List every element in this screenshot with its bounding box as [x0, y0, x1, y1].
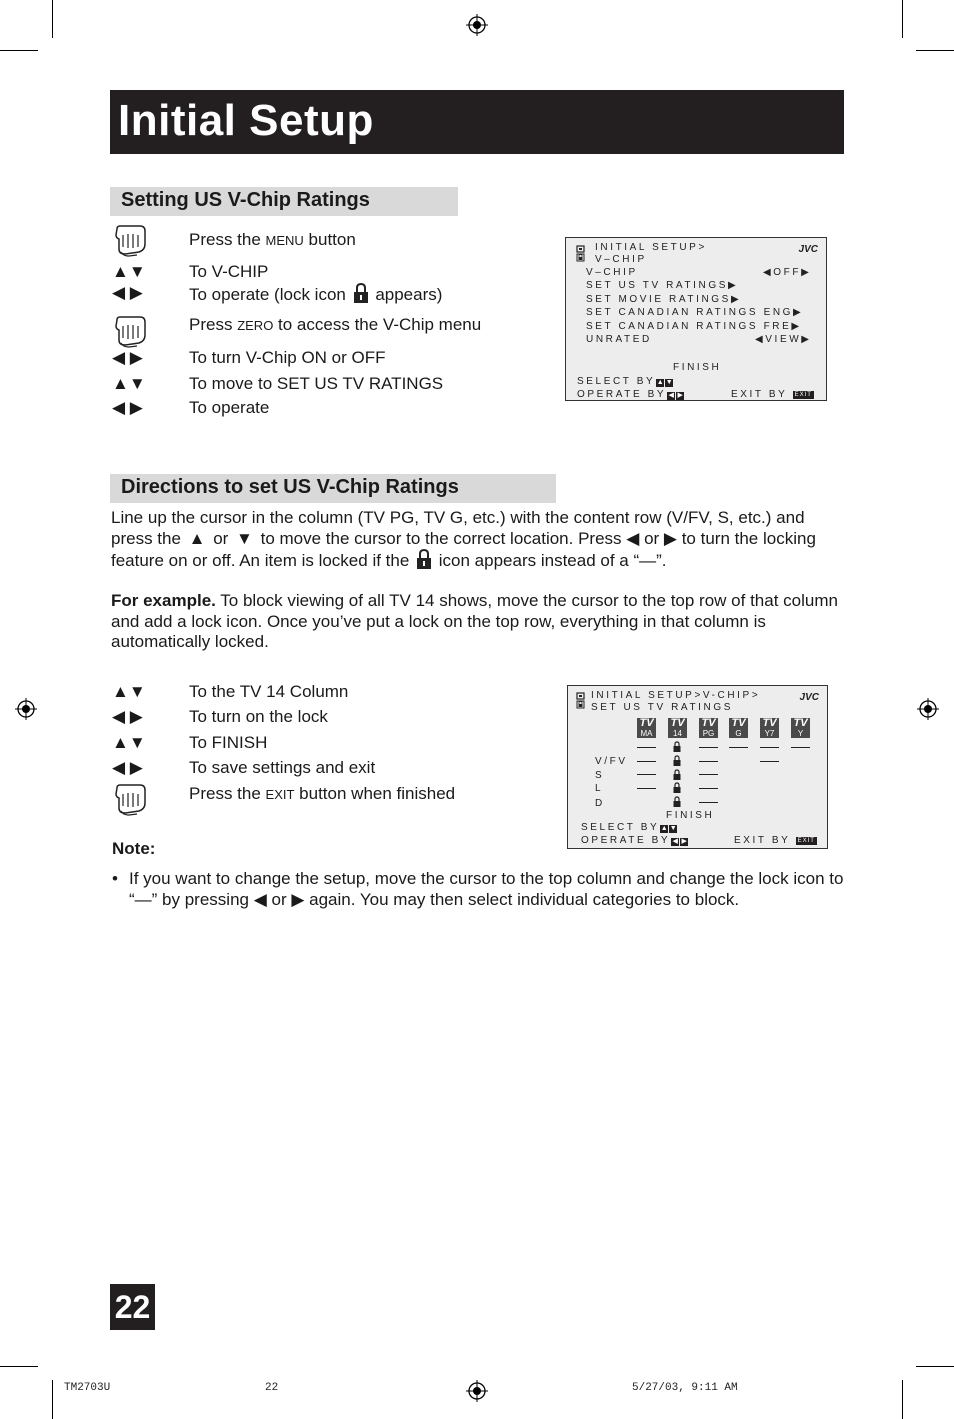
- osd-breadcrumb: INITIAL SETUP>V-CHIP>: [591, 690, 761, 701]
- step-press-exit: [189, 784, 455, 805]
- step-text: appears): [370, 285, 443, 304]
- osd-value-view: ◀VIEW▶: [755, 334, 812, 345]
- registration-mark-icon: [15, 698, 37, 720]
- step-text: Press the: [189, 784, 266, 803]
- badge-bottom: Y: [797, 729, 804, 738]
- row-label-d: D: [595, 798, 605, 809]
- osd-vchip-menu: [565, 237, 827, 401]
- crop-mark: [902, 1380, 903, 1419]
- para-text: Line up the cursor in the column (TV PG, TV G, etc.) with the content row (V/FV, S, etc.) and press the: [111, 508, 805, 548]
- tv-y7-badge: [760, 718, 779, 738]
- unlocked-dash: [729, 747, 748, 748]
- unlocked-dash: [637, 761, 656, 762]
- exit-key-icon: EXIT: [797, 838, 815, 844]
- crop-mark: [916, 1366, 954, 1367]
- setup-menu-icon: [576, 692, 586, 709]
- section-heading: Directions to set US V-Chip Ratings: [121, 476, 459, 498]
- left-right-arrows-icon: ◀ ▶: [112, 283, 143, 302]
- osd-select-row: [581, 822, 677, 833]
- slug-page: 22: [265, 1382, 279, 1394]
- left-right-arrows-icon: ◀ ▶: [112, 758, 143, 777]
- note-label: Note:: [112, 839, 156, 858]
- slug-timestamp: 5/27/03, 9:11 AM: [632, 1382, 738, 1394]
- unlocked-dash: [637, 774, 656, 775]
- unlocked-dash: [760, 747, 779, 748]
- crop-mark: [0, 1366, 38, 1367]
- row-label-vfv: V/FV: [595, 756, 628, 767]
- step-press-menu: [189, 230, 356, 251]
- para-text: to move the cursor to the correct location. Press: [255, 528, 627, 548]
- row-label-l: L: [595, 783, 604, 794]
- badge-bottom: Y7: [764, 729, 775, 738]
- osd-item-vchip: V–CHIP: [586, 267, 638, 278]
- note-text: [129, 868, 851, 910]
- tv-g-badge: [729, 718, 748, 738]
- left-arrow-icon: ◀: [253, 890, 267, 909]
- page-title: Initial Setup: [118, 96, 374, 145]
- osd-exit-row: [734, 835, 817, 846]
- jvc-logo: JVC: [798, 244, 818, 255]
- crop-mark: [902, 0, 903, 38]
- osd-exit-label: EXIT BY: [731, 389, 788, 400]
- section-heading: Setting US V-Chip Ratings: [121, 189, 370, 211]
- step-tv14-column: To the TV 14 Column: [189, 682, 349, 701]
- up-key-icon: ▲: [660, 825, 668, 832]
- up-down-arrows-icon: ▲▼: [112, 733, 146, 752]
- crop-mark: [0, 50, 38, 51]
- right-key-icon: ▶: [677, 392, 683, 399]
- step-text: button: [303, 230, 356, 249]
- hand-press-icon: [113, 225, 147, 257]
- lock-icon: [673, 741, 681, 752]
- left-right-arrows-icon: ◀ ▶: [112, 398, 143, 417]
- crop-mark: [52, 0, 53, 38]
- para-text: or: [208, 528, 234, 548]
- step-to-operate-lock: [189, 283, 442, 305]
- osd-select-row: [577, 376, 673, 387]
- lock-icon: [673, 755, 681, 766]
- directions-paragraph: [111, 508, 845, 572]
- tv-pg-badge: [699, 718, 718, 738]
- setup-menu-icon: [576, 245, 586, 262]
- badge-bottom: MA: [640, 729, 653, 738]
- step-turn-on-lock: To turn on the lock: [189, 707, 328, 726]
- down-key-icon: ▼: [669, 825, 677, 832]
- left-key-icon: ◀: [672, 838, 678, 845]
- section-heading-bar: [110, 474, 556, 503]
- left-right-arrows-icon: ◀ ▶: [112, 348, 143, 367]
- down-key-icon: ▼: [665, 379, 673, 386]
- right-arrow-icon: ▶: [291, 890, 305, 909]
- note-text-part: or: [266, 890, 292, 909]
- unlocked-dash: [637, 747, 656, 748]
- badge-top: TV: [762, 717, 777, 729]
- crop-mark: [916, 50, 954, 51]
- right-arrow-icon: ▶: [663, 528, 677, 548]
- step-to-vchip: To V-CHIP: [189, 262, 269, 281]
- registration-mark-icon: [917, 698, 939, 720]
- up-down-arrows-icon: ▲▼: [112, 682, 146, 701]
- registration-mark-icon: [466, 1380, 488, 1402]
- badge-top: TV: [731, 717, 746, 729]
- example-label: For example.: [111, 591, 216, 610]
- tv-14-badge: [668, 718, 687, 738]
- badge-top: TV: [701, 717, 716, 729]
- left-right-arrows-icon: ◀ ▶: [112, 707, 143, 726]
- badge-bottom: 14: [673, 729, 682, 738]
- badge-bottom: G: [735, 729, 742, 738]
- page-title-bar: [110, 90, 844, 154]
- para-text: to turn the locking feature on or off. An item is locked if the: [111, 528, 816, 571]
- osd-exit-row: [731, 389, 814, 400]
- unlocked-dash: [699, 747, 718, 748]
- unlocked-dash: [699, 761, 718, 762]
- page-number: 22: [110, 1284, 155, 1330]
- step-to-operate: To operate: [189, 398, 270, 417]
- left-arrow-icon: ◀: [626, 528, 640, 548]
- badge-bottom: PG: [702, 729, 715, 738]
- section-heading-bar: [110, 187, 458, 216]
- slug-file-name: TM2703U: [64, 1382, 111, 1394]
- down-arrow-icon: ▼: [236, 528, 253, 548]
- lock-icon: [673, 769, 681, 780]
- menu-key-label: MENU: [265, 233, 304, 248]
- right-key-icon: ▶: [681, 838, 687, 845]
- row-label-s: S: [595, 770, 605, 781]
- step-move-set-us-tv: To move to SET US TV RATINGS: [189, 374, 444, 393]
- exit-key-label: EXIT: [265, 787, 295, 802]
- step-text: To operate (lock icon: [189, 285, 351, 304]
- step-vchip-on-off: To turn V-Chip ON or OFF: [189, 348, 386, 367]
- step-text: Press the: [189, 230, 266, 249]
- unlocked-dash: [791, 747, 810, 748]
- lock-icon: [673, 796, 681, 807]
- unlocked-dash: [637, 788, 656, 789]
- step-save-exit: To save settings and exit: [189, 758, 376, 777]
- osd-subtitle: V–CHIP: [595, 254, 647, 265]
- osd-select-label: SELECT BY: [581, 822, 660, 833]
- osd-item-us-tv: SET US TV RATINGS▶: [586, 280, 739, 291]
- osd-operate-row: [581, 835, 688, 846]
- up-arrow-icon: ▲: [188, 528, 206, 548]
- unlocked-dash: [699, 774, 718, 775]
- note-text-part: If you want to change the setup, move the cursor to the top column and change the lock icon to “—” by pressing: [129, 869, 844, 909]
- badge-top: TV: [670, 717, 685, 729]
- osd-value-off: ◀OFF▶: [763, 267, 812, 278]
- unlocked-dash: [699, 788, 718, 789]
- note-text-part: again. You may then select individual categories to block.: [304, 890, 740, 909]
- para-text: To block viewing of all TV 14 shows, move the cursor to the top row of that column and add a lock icon. Once you’ve put a lock on the top row, everything in that column is automatically locked.: [111, 591, 838, 652]
- hand-press-icon: [113, 316, 147, 348]
- jvc-logo: JVC: [799, 692, 819, 703]
- step-press-zero: [189, 315, 481, 336]
- osd-item-canadian-eng: SET CANADIAN RATINGS ENG▶: [586, 307, 804, 318]
- osd-finish: FINISH: [666, 810, 715, 821]
- registration-mark-icon: [466, 14, 488, 36]
- crop-mark: [52, 1380, 53, 1419]
- exit-key-icon: EXIT: [794, 392, 812, 398]
- step-to-finish: To FINISH: [189, 733, 268, 752]
- tv-ma-badge: [637, 718, 656, 738]
- step-text: Press: [189, 315, 238, 334]
- unlocked-dash: [760, 761, 779, 762]
- osd-select-label: SELECT BY: [577, 376, 656, 387]
- up-down-arrows-icon: ▲▼: [112, 262, 146, 281]
- osd-operate-label: OPERATE BY: [581, 835, 671, 846]
- para-text: icon appears instead of a “—”.: [438, 551, 667, 571]
- lock-icon: [353, 283, 369, 304]
- osd-item-movie: SET MOVIE RATINGS▶: [586, 294, 742, 305]
- osd-exit-label: EXIT BY: [734, 835, 791, 846]
- para-text: or: [639, 528, 664, 548]
- step-text: button when finished: [294, 784, 456, 803]
- step-text: to access the V-Chip menu: [273, 315, 482, 334]
- badge-top: TV: [793, 717, 808, 729]
- lock-icon: [673, 782, 681, 793]
- osd-subtitle: SET US TV RATINGS: [591, 702, 733, 713]
- up-key-icon: ▲: [656, 379, 664, 386]
- osd-us-tv-ratings: [567, 685, 828, 849]
- example-paragraph: [111, 591, 845, 653]
- hand-press-icon: [113, 784, 147, 816]
- zero-key-label: ZERO: [237, 318, 274, 333]
- left-key-icon: ◀: [668, 392, 674, 399]
- lock-icon: [416, 549, 432, 570]
- bullet-dot: •: [112, 869, 118, 888]
- up-down-arrows-icon: ▲▼: [112, 374, 146, 393]
- osd-operate-label: OPERATE BY: [577, 389, 667, 400]
- osd-operate-row: [577, 389, 684, 400]
- unlocked-dash: [699, 802, 718, 803]
- osd-breadcrumb: INITIAL SETUP>: [595, 242, 707, 253]
- osd-item-canadian-fre: SET CANADIAN RATINGS FRE▶: [586, 321, 802, 332]
- tv-y-badge: [791, 718, 810, 738]
- osd-item-unrated: UNRATED: [586, 334, 652, 345]
- badge-top: TV: [639, 717, 654, 729]
- osd-finish: FINISH: [673, 362, 722, 373]
